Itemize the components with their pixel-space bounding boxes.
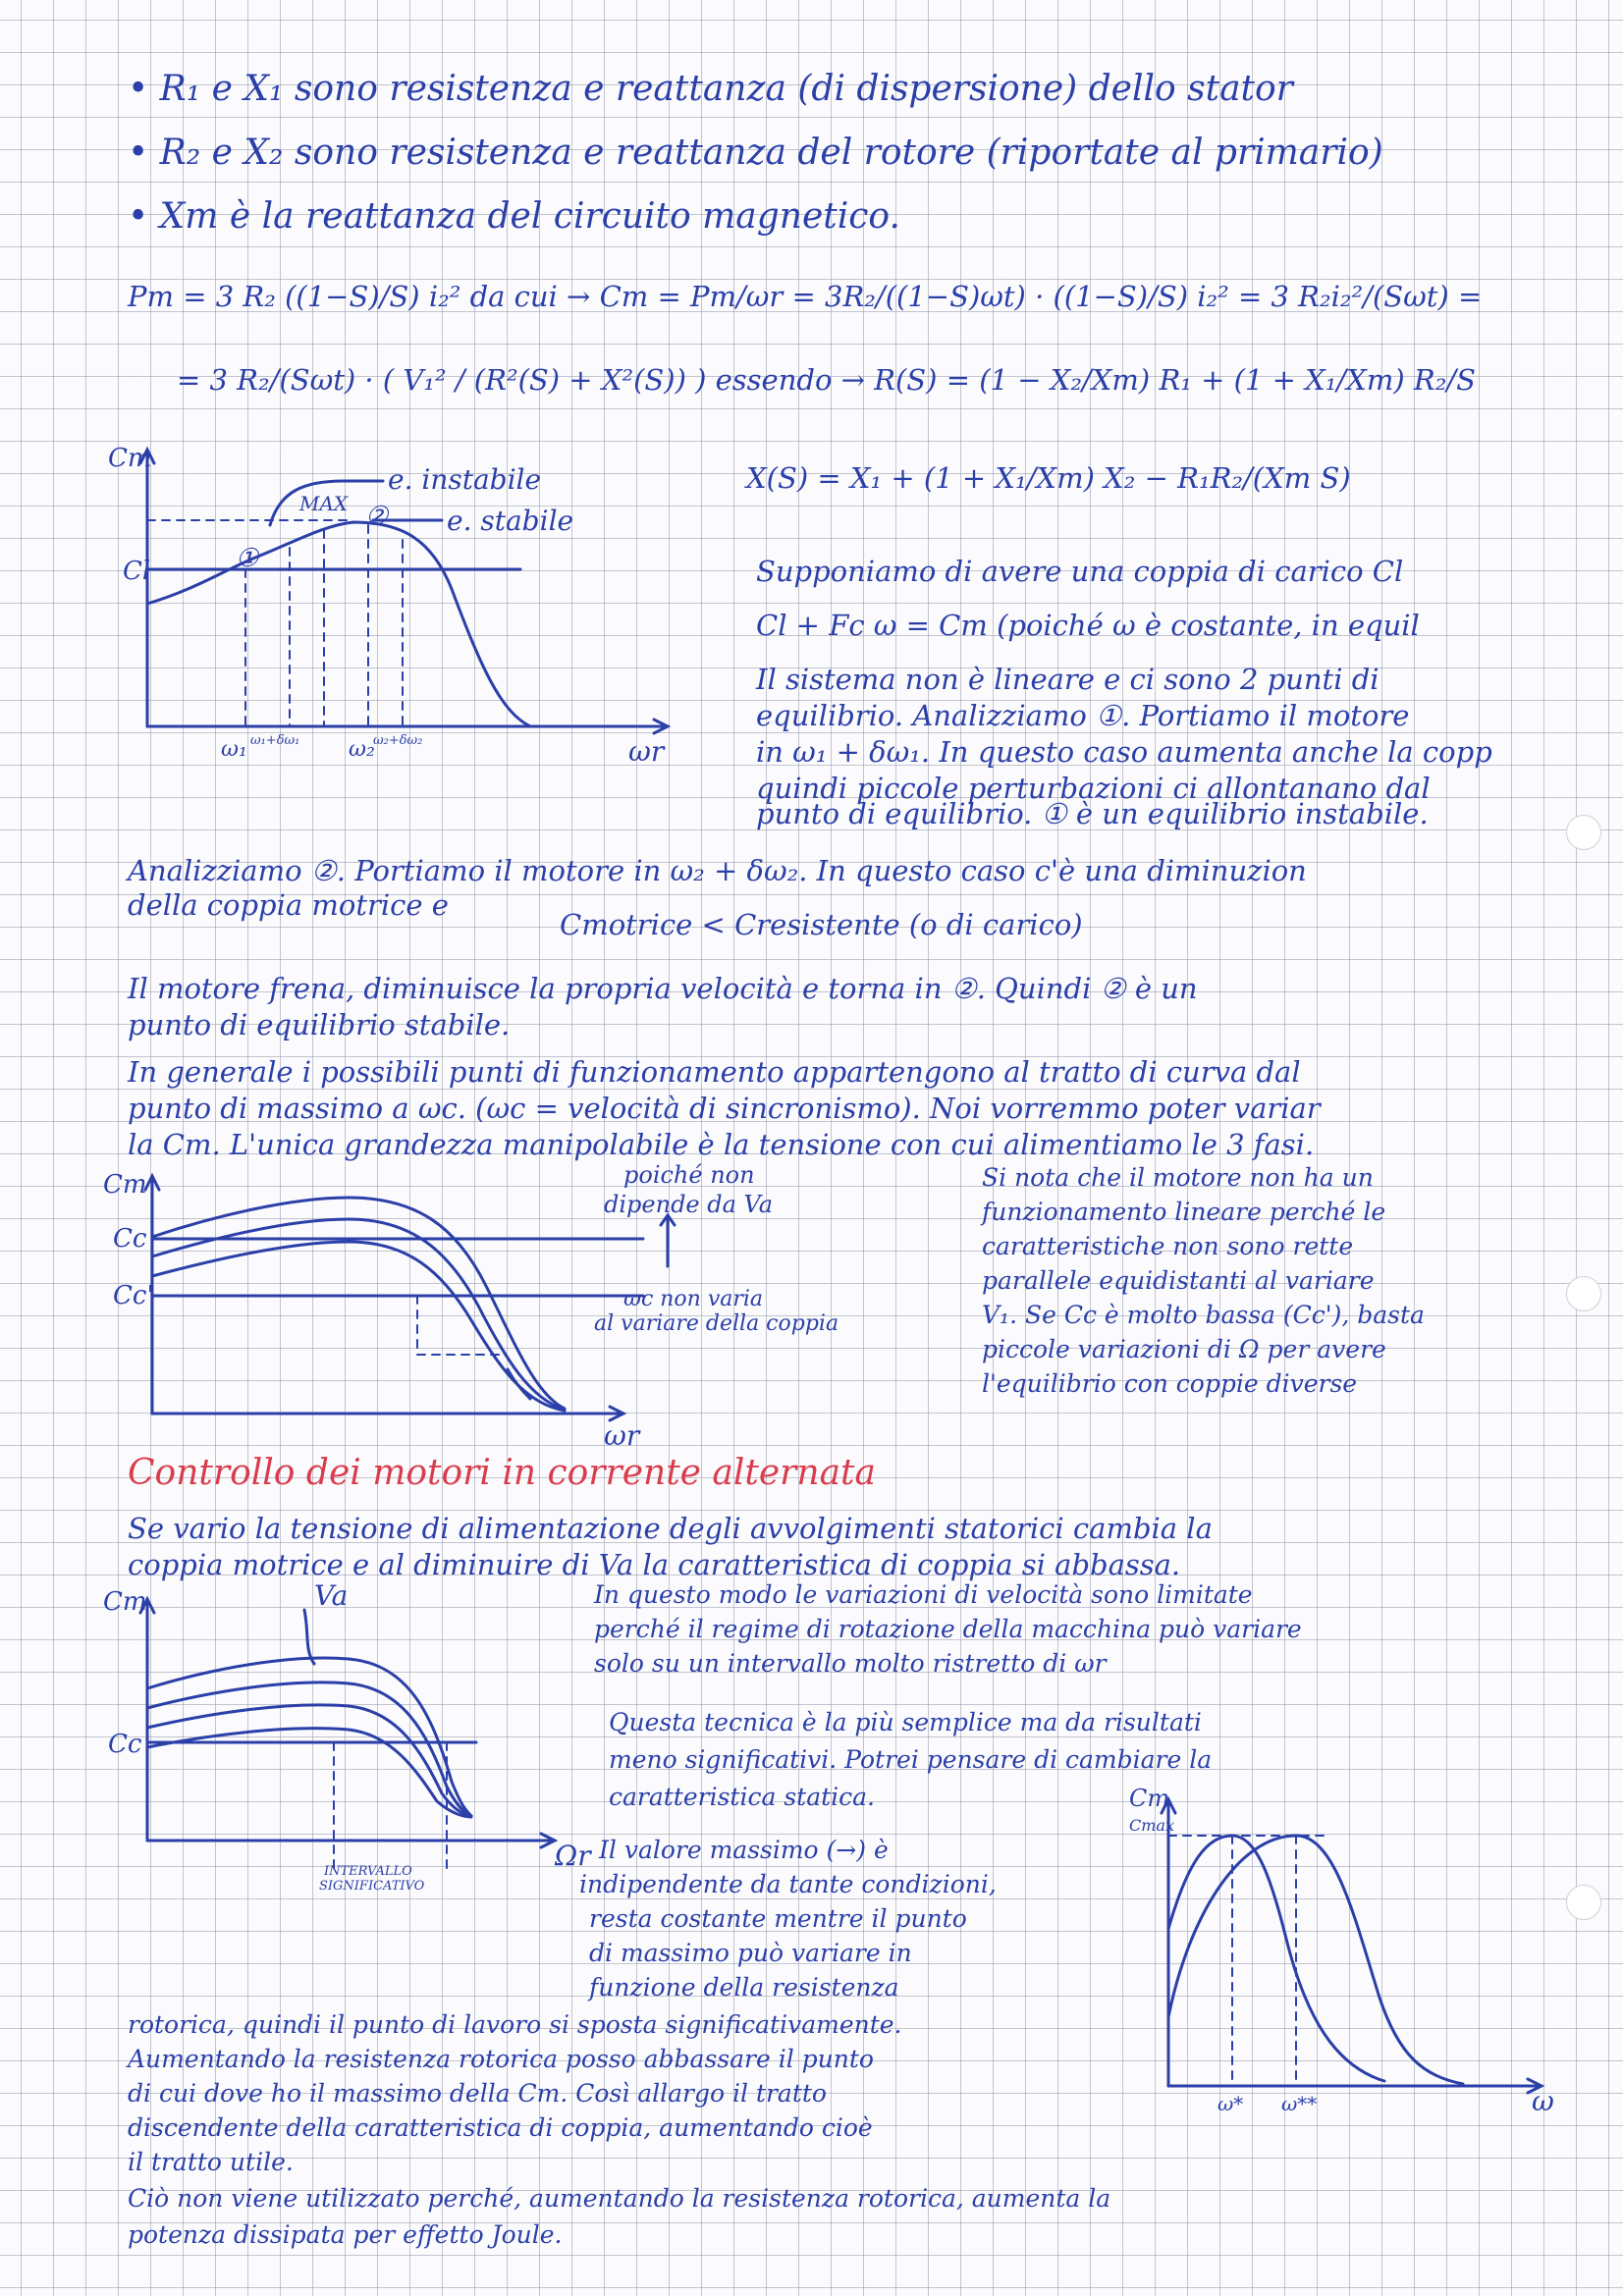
g3-interval-label: INTERVALLO bbox=[324, 1864, 412, 1879]
g1-unstable-label: e. instabile bbox=[388, 463, 542, 496]
para-7-line: discendente della caratteristica di coppia, aumentando cioè bbox=[128, 2113, 873, 2142]
right-text-4-line: meno significativi. Potrei pensare di cambiare la bbox=[609, 1745, 1213, 1774]
para-7-line: il tratto utile. bbox=[128, 2148, 294, 2176]
torque-speed-graph-2 bbox=[93, 1158, 997, 1453]
para-6-line: funzione della resistenza bbox=[589, 1973, 899, 2002]
g1-point-1: ① bbox=[236, 544, 259, 573]
right-text-4-line: Questa tecnica è la più semplice ma da risultati bbox=[609, 1708, 1202, 1736]
para-4-line: la Cm. L'unica grandezza manipolabile è la tensione con cui alimentiamo le 3 fasi. bbox=[128, 1128, 1315, 1161]
right-text-line: Cl + Fc ω = Cm (poiché ω è costante, in equil bbox=[756, 609, 1420, 642]
g2-cc2-label: Cc' bbox=[113, 1281, 154, 1310]
right-text-2-line: caratteristiche non sono rette bbox=[982, 1232, 1354, 1260]
para-7-line: Aumentando la resistenza rotorica posso abbassare il punto bbox=[128, 2045, 874, 2073]
g2-cc-label: Cc bbox=[113, 1224, 147, 1254]
g3-cc-label: Cc bbox=[108, 1730, 142, 1759]
bullet-rotor: • R₂ e X₂ sono resistenza e reattanza del rotore (riportate al primario) bbox=[128, 133, 1383, 173]
g2-note-bottom: al variare della coppia bbox=[594, 1311, 839, 1336]
para-7-line: di cui dove ho il massimo della Cm. Così allargo il tratto bbox=[128, 2079, 827, 2108]
torque-curve-mid bbox=[152, 1219, 565, 1410]
torque-curve-low bbox=[152, 1242, 565, 1411]
g1-stable-label: e. stabile bbox=[447, 505, 574, 537]
torque-curve-low-r bbox=[1168, 1836, 1384, 2081]
torque-speed-graph-3 bbox=[93, 1575, 604, 1899]
torque-speed-graph-4 bbox=[1129, 1772, 1561, 2115]
g3-va-label: Va bbox=[314, 1579, 349, 1612]
right-text-4-line: caratteristica statica. bbox=[609, 1783, 875, 1811]
torque-curve-2 bbox=[147, 1682, 471, 1816]
torque-curve-3 bbox=[147, 1705, 471, 1816]
punch-hole bbox=[1566, 815, 1601, 850]
g2-note-top: poiché non bbox=[623, 1161, 755, 1189]
g2-note-bottom: ωc non varia bbox=[623, 1287, 764, 1311]
right-text-line: quindi piccole perturbazioni ci allontanano dal bbox=[756, 772, 1431, 805]
bullet-stator: • R₁ e X₁ sono resistenza e reattanza (di dispersione) dello stator bbox=[128, 69, 1293, 109]
g3-y-label: Cm bbox=[103, 1587, 147, 1617]
g4-tick-w-star: ω* bbox=[1217, 2092, 1244, 2115]
para-5-line: Se vario la tensione di alimentazione degli avvolgimenti statorici cambia la bbox=[128, 1512, 1213, 1545]
g1-tick-w1: ω₁ bbox=[221, 737, 247, 762]
g1-tick-w2b: ω₂+δω₂ bbox=[373, 733, 423, 748]
para-4-line: In generale i possibili punti di funzionamento appartengono al tratto di curva dal bbox=[128, 1055, 1301, 1089]
g3-interval-label: SIGNIFICATIVO bbox=[319, 1879, 425, 1894]
bullet-magnetic: • Xm è la reattanza del circuito magnetico. bbox=[128, 196, 900, 237]
right-text-2-line: Si nota che il motore non ha un bbox=[982, 1163, 1374, 1192]
para-2-line: Analizziamo ②. Portiamo il motore in ω₂ + δω₂. In questo caso c'è una diminuzion bbox=[128, 854, 1307, 887]
right-text-2-line: funzionamento lineare perché le bbox=[982, 1198, 1386, 1226]
right-text-3-line: perché il regime di rotazione della macchina può variare bbox=[594, 1615, 1302, 1643]
g4-y-label: Cm bbox=[1129, 1785, 1170, 1812]
g1-x-label: ωr bbox=[628, 735, 665, 768]
g1-tick-w1b: ω₁+δω₁ bbox=[250, 733, 300, 748]
para-4-line: punto di massimo a ωc. (ωc = velocità di sincronismo). Noi vorremmo poter variar bbox=[128, 1092, 1321, 1125]
right-text-2-line: V₁. Se Cc è molto bassa (Cc'), basta bbox=[982, 1301, 1425, 1329]
right-text-2-line: parallele equidistanti al variare bbox=[982, 1266, 1375, 1295]
inequality: Cmotrice < Cresistente (o di carico) bbox=[560, 908, 1083, 941]
g4-cmax-label: Cmax bbox=[1129, 1816, 1174, 1835]
torque-curve-high-r bbox=[1168, 1836, 1463, 2084]
para-6-line: indipendente da tante condizioni, bbox=[579, 1870, 997, 1898]
formula-pm: Pm = 3 R₂ ((1−S)/S) i₂² da cui → Cm = Pm/ωr = 3R₂/((1−S)ωt) · ((1−S)/S) i₂² = 3 R₂i₂²/(Sωt) = bbox=[128, 280, 1483, 313]
para-7-line: rotorica, quindi il punto di lavoro si sposta significativamente. bbox=[128, 2010, 902, 2039]
g4-x-label: ω bbox=[1532, 2085, 1554, 2117]
g2-y-label: Cm bbox=[103, 1170, 147, 1200]
punch-hole bbox=[1566, 1885, 1601, 1920]
para-3-line: punto di equilibrio stabile. bbox=[128, 1008, 511, 1041]
para-6-line: Il valore massimo (→) è bbox=[599, 1836, 889, 1864]
torque-curve-high bbox=[152, 1198, 565, 1409]
formula-cm: = 3 R₂/(Sωt) · ( V₁² / (R²(S) + X²(S)) ) essendo → R(S) = (1 − X₂/Xm) R₁ + (1 + X₁/Xm) R₂/S bbox=[177, 363, 1476, 397]
g2-note-top: dipende da Va bbox=[604, 1191, 773, 1218]
right-text-line: punto di equilibrio. ① è un equilibrio instabile. bbox=[756, 797, 1429, 830]
right-text-line: Supponiamo di avere una coppia di carico Cl bbox=[756, 555, 1404, 588]
para-2-line: della coppia motrice e bbox=[128, 888, 449, 922]
para-5-line: coppia motrice e al diminuire di Va la caratteristica di coppia si abbassa. bbox=[128, 1548, 1181, 1581]
right-text-line: in ω₁ + δω₁. In questo caso aumenta anche la copp bbox=[756, 735, 1492, 769]
right-text-2-line: piccole variazioni di Ω per avere bbox=[982, 1335, 1386, 1363]
va-pointer bbox=[304, 1610, 314, 1664]
right-text-line: Il sistema non è lineare e ci sono 2 punti di bbox=[756, 663, 1380, 696]
g2-x-label: ωr bbox=[604, 1419, 640, 1452]
g1-point-2: ② bbox=[365, 502, 389, 531]
g1-y-label: Cm bbox=[108, 444, 152, 473]
g1-cl-label: Cl bbox=[123, 557, 151, 586]
right-text-2-line: l'equilibrio con coppie diverse bbox=[982, 1369, 1358, 1398]
para-3-line: Il motore frena, diminuisce la propria velocità e torna in ②. Quindi ② è un bbox=[128, 972, 1198, 1005]
formula-x: X(S) = X₁ + (1 + X₁/Xm) X₂ − R₁R₂/(Xm S) bbox=[746, 461, 1351, 495]
g1-max-label: MAX bbox=[299, 492, 349, 515]
para-7-line: Ciò non viene utilizzato perché, aumentando la resistenza rotorica, aumenta la bbox=[128, 2184, 1111, 2213]
para-6-line: resta costante mentre il punto bbox=[589, 1904, 967, 1933]
para-6-line: di massimo può variare in bbox=[589, 1939, 912, 1967]
right-text-line: equilibrio. Analizziamo ①. Portiamo il motore bbox=[756, 699, 1410, 732]
right-text-3-line: solo su un intervallo molto ristretto di ωr bbox=[594, 1649, 1107, 1678]
g4-tick-w-star2: ω** bbox=[1281, 2092, 1318, 2115]
section-title: Controllo dei motori in corrente alternata bbox=[128, 1453, 876, 1493]
g1-tick-w2: ω₂ bbox=[349, 737, 375, 762]
g3-x-label: Ωr bbox=[555, 1840, 591, 1872]
torque-speed-graph-1 bbox=[108, 432, 697, 766]
right-text-3-line: In questo modo le variazioni di velocità sono limitate bbox=[594, 1580, 1253, 1609]
punch-hole bbox=[1566, 1276, 1601, 1311]
torque-curve bbox=[147, 522, 530, 726]
para-7-line: potenza dissipata per effetto Joule. bbox=[128, 2220, 563, 2249]
